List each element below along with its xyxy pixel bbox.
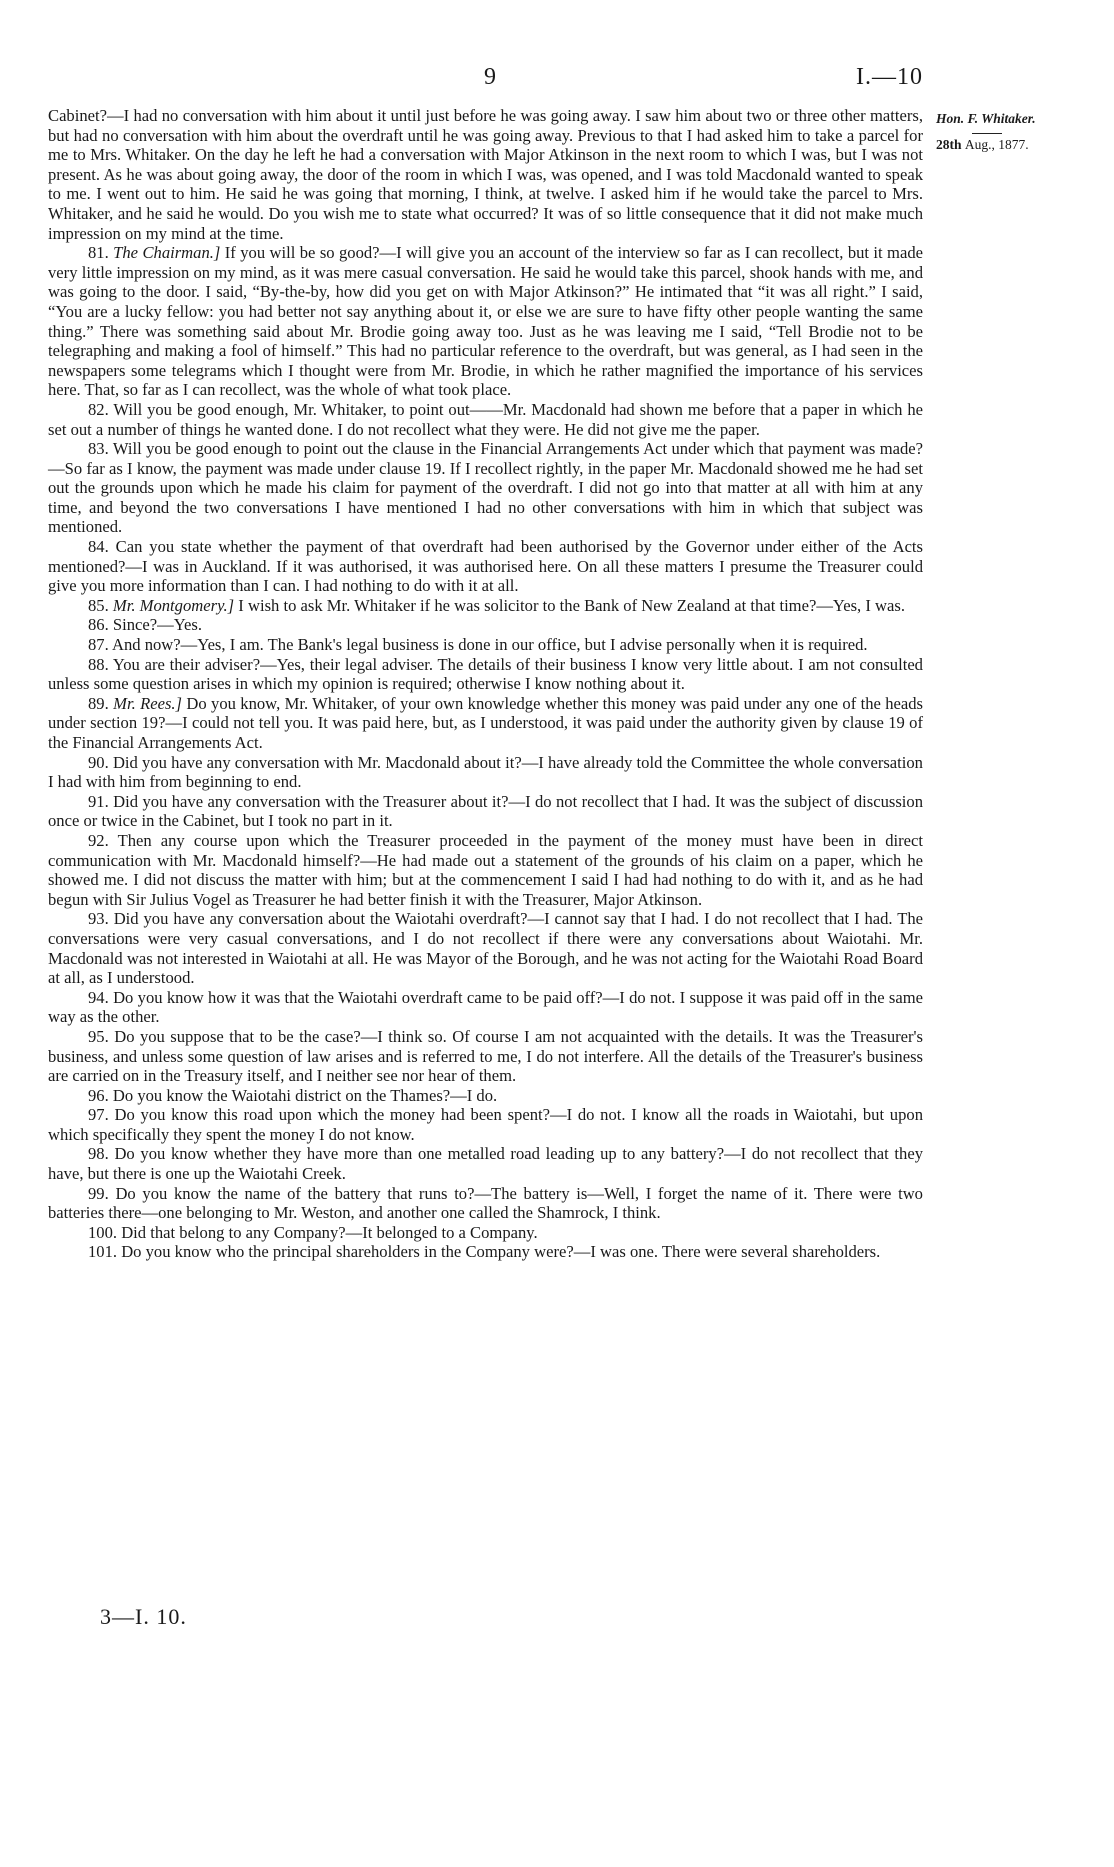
question-number: 83.	[88, 439, 109, 459]
paragraph-text: Do you know, Mr. Whitaker, of your own knowledge whether this money was paid under any one of the heads under section 19?—I could not tell you. It was paid here, but, as I understood, it was paid under the authority given by clause 19 of the Financial Arrangements Act.	[48, 693, 924, 752]
marginal-note	[936, 108, 1108, 156]
question-number: 94.	[88, 987, 109, 1007]
paragraph-text: Did that belong to any Company?—It belonged to a Company.	[121, 1222, 538, 1242]
paragraph-text: Did you have any conversation with the Treasurer about it?—I do not recollect that I had. It was the subject of discussion once or twice in the Cabinet, but I took no part in it.	[48, 791, 923, 831]
sitting-date	[936, 134, 1108, 156]
evidence-paragraph	[48, 106, 923, 243]
question-number: 90.	[88, 752, 109, 772]
question-number: 87.	[88, 635, 109, 655]
paragraph-text: Since?—Yes.	[112, 615, 203, 635]
page-number: 9	[484, 64, 497, 90]
speaker-name: Mr. Montgomery.]	[112, 595, 235, 615]
document-reference: I.—10	[856, 64, 923, 90]
evidence-text	[48, 106, 923, 1262]
paragraph-text: Then any course upon which the Treasurer proceeded in the payment of the money must have been in direct communication with Mr. Macdonald himself?—He had made out a statement of the grounds of his claim on a paper, which he showed me. I did not discuss the matter with him; but at the commencement I said I had had nothing to do with it, and as he had begun with Sir Julius Vogel as Treasurer he had better finish it with the Treasurer, Major Atkinson.	[48, 830, 923, 909]
evidence-paragraph	[48, 831, 923, 909]
paragraph-text: Do you know how it was that the Waiotahi overdraft came to be paid off?—I do not. I suppose it was paid off in the same way as the other.	[48, 987, 923, 1027]
question-number: 82.	[88, 399, 109, 419]
question-number: 101.	[88, 1242, 118, 1262]
question-number: 84.	[88, 537, 109, 557]
page-signature: 3—I. 10.	[100, 1604, 187, 1629]
question-number: 93.	[88, 909, 109, 929]
paragraph-text: Will you be good enough, Mr. Whitaker, to point out——Mr. Macdonald had shown me before that a paper in which he set out a number of things he wanted done. I do not recollect what they were. He did not give me the paper.	[48, 399, 923, 439]
paragraph-text: Did you have any conversation with Mr. Macdonald about it?—I have already told the Committee the whole conversation I had with him from beginning to end.	[48, 752, 923, 792]
evidence-paragraph	[48, 615, 923, 635]
question-number: 98.	[88, 1144, 109, 1164]
paragraph-text: Do you suppose that to be the case?—I think so. Of course I am not acquainted with the details. It was the Treasurer's business, and unless some question of law arises and is referred to me, I do not interfere. All the details of the Treasurer's business are carried on in the Treasury itself, and I neither see nor hear of them.	[48, 1026, 923, 1086]
paragraph-text: And now?—Yes, I am. The Bank's legal business is done in our office, but I advise personally when it is required.	[111, 635, 868, 655]
paragraph-text: Do you know the name of the battery that runs to?—The battery is—Well, I forget the name of it. There were two batteries there—one belonging to Mr. Weston, and another one called the Shamrock, I think.	[48, 1183, 923, 1223]
evidence-paragraph	[48, 1105, 923, 1144]
evidence-paragraph	[48, 400, 923, 439]
sitting-date-day: 28th	[936, 137, 962, 152]
question-number: 86.	[88, 615, 109, 635]
evidence-paragraph	[48, 1184, 923, 1223]
evidence-paragraph	[48, 792, 923, 831]
evidence-paragraph	[48, 537, 923, 596]
evidence-paragraph	[48, 909, 923, 987]
sitting-date-month-year: Aug., 1877.	[964, 137, 1029, 152]
question-number: 99.	[88, 1183, 109, 1203]
question-number: 85.	[88, 595, 109, 615]
question-number: 89.	[88, 693, 109, 713]
paragraph-text: You are their adviser?—Yes, their legal adviser. The details of their business I know very little about. I am not consulted unless some question arises in which my opinion is required; otherwise I know nothing about it.	[48, 654, 923, 694]
question-number: 96.	[88, 1085, 109, 1105]
evidence-paragraph	[48, 753, 923, 792]
evidence-paragraph	[48, 1242, 923, 1262]
question-number: 88.	[88, 654, 109, 674]
question-number: 95.	[88, 1026, 109, 1046]
paragraph-text: Did you have any conversation about the Waiotahi overdraft?—I cannot say that I had. I do not recollect that I had. The conversations were very casual conversations, and I do not recollect if there were any conversations about Waiotahi. Mr. Macdonald was not interested in Waiotahi at all. He was Mayor of the Borough, and he was not acting for the Waiotahi Road Board at all, as I understood.	[48, 909, 923, 988]
paragraph-text: Can you state whether the payment of that overdraft had been authorised by the Governor under either of the Acts mentioned?—I was in Auckland. If it was authorised, it was authorised here. On all these matters I presume the Treasurer could give you more information than I can. I had nothing to do with it at all.	[48, 537, 923, 596]
evidence-paragraph	[48, 1223, 923, 1243]
paragraph-text: I wish to ask Mr. Whitaker if he was solicitor to the Bank of New Zealand at that time?—Yes, I was.	[238, 595, 905, 615]
paragraph-text: Do you know this road upon which the money had been spent?—I do not. I know all the roads in Waiotahi, but upon which specifically they spent the money I do not know.	[48, 1105, 923, 1144]
paragraph-text: Do you know the Waiotahi district on the Thames?—I do.	[112, 1085, 498, 1105]
paragraph-text: If you will be so good?—I will give you an account of the interview so far as I can recollect, but it made very little impression on my mind, as it was mere casual conversation. He said he would take this parcel, shook hands with me, and was going to the door. I said, “By-the-by, how did you get on with Major Atkinson?” He intimated that “it was all right.” I said, “You are a lucky fellow: you had better not say anything about it, or else we are sure to have fifty other people wanting the same thing.” There was something said about Mr. Brodie going away too. Just as he was leaving me I said, “Tell Brodie not to be telegraphing and making a fool of himself.” This had no particular reference to the overdraft, but was general, as I had seen in the newspapers some telegrams which I thought were from Mr. Brodie, in which he rather magnified the importance of his services here. That, so far as I can recollect, was the whole of what took place.	[48, 243, 923, 400]
paragraph-text: Do you know who the principal shareholders in the Company were?—I was one. There were several shareholders.	[121, 1242, 881, 1262]
evidence-paragraph	[48, 988, 923, 1027]
question-number: 92.	[88, 830, 109, 850]
paragraph-text: Do you know whether they have more than one metalled road leading up to any battery?—I do not recollect that they have, but there is one up the Waiotahi Creek.	[48, 1144, 923, 1184]
question-number: 97.	[88, 1105, 109, 1125]
speaker-name: The Chairman.]	[113, 243, 221, 263]
evidence-paragraph	[48, 635, 923, 655]
evidence-paragraph	[48, 1086, 923, 1106]
evidence-paragraph	[48, 243, 923, 400]
evidence-paragraph	[48, 1144, 923, 1183]
witness-name: Hon. F. Whitaker.	[936, 111, 1036, 126]
question-number: 81.	[88, 243, 109, 263]
evidence-paragraph	[48, 694, 923, 753]
evidence-paragraph	[48, 1027, 923, 1086]
question-number: 100.	[88, 1222, 118, 1242]
evidence-paragraph	[48, 439, 923, 537]
evidence-paragraph	[48, 655, 923, 694]
paragraph-text: Cabinet?—I had no conversation with him about it until just before he was going away. I saw him about two or three other matters, but had no conversation with him about the overdraft until he was going away. Previous to that I had asked him to take a parcel for me to Mrs. Whitaker. On the day he left he had a conversation with Major Atkinson in the next room to which I was, but I was not present. As he was about going away, the door of the room in which I was, was opened, and I was told Macdonald wanted to speak to me. I went out to him. He said he was going that morning, I think, at twelve. I asked him if he would take the parcel to Mrs. Whitaker, and he said he would. Do you wish me to state what occurred? It was of so little consequence that it did not make much impression on my mind at the time.	[48, 106, 923, 243]
speaker-name: Mr. Rees.]	[113, 693, 183, 713]
evidence-paragraph	[48, 596, 923, 616]
question-number: 91.	[88, 791, 109, 811]
paragraph-text: Will you be good enough to point out the clause in the Financial Arrangements Act under which that payment was made?—So far as I know, the payment was made under clause 19. If I recollect rightly, in the paper Mr. Macdonald showed me he had set out the grounds upon which he made his claim for payment of the overdraft. I did not go into that matter at all with him at any time, and beyond the two conversations I have mentioned I had no other conversations with him in which that subject was mentioned.	[48, 439, 923, 537]
